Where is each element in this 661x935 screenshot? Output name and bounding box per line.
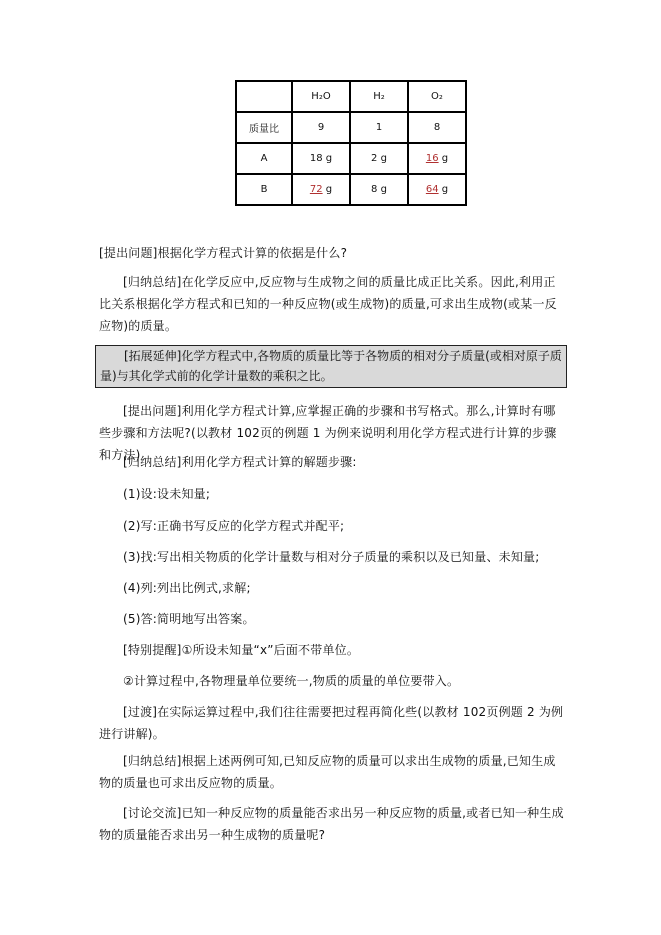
cell-h2: 1 <box>350 112 408 143</box>
summary-paragraph: [归纳总结]在化学反应中,反应物与生成物之间的质量比成正比关系。因此,利用正比关系根据化学方程式和已知的一种反应物(或生成物)的质量,可求出生成物(或某一反应物)的质量。 <box>99 275 557 333</box>
unit: g <box>322 184 333 195</box>
answer-value: 16 <box>425 153 439 164</box>
header-h2: H₂ <box>350 81 408 112</box>
table-row <box>236 112 466 143</box>
cell-h2: 8 g <box>350 174 408 205</box>
step-5: (5)答:简明地写出答案。 <box>123 612 255 626</box>
step-4: (4)列:列出比例式,求解; <box>123 581 251 595</box>
header-h2o: H₂O <box>292 81 350 112</box>
cell-o2 <box>408 143 466 174</box>
mass-ratio-table <box>235 80 467 206</box>
step-3: (3)找:写出相关物质的化学计量数与相对分子质量的乘积以及已知量、未知量; <box>123 550 540 564</box>
extension-text: [拓展延伸]化学方程式中,各物质的质量比等于各物质的相对分子质量(或相对原子质量)与其化学式前的化学计量数的乘积之比。 <box>100 349 562 383</box>
table-header-row <box>236 81 466 112</box>
special-reminder: [特别提醒]①所设未知量“x”后面不带单位。 <box>123 643 360 657</box>
cell-h2o: 18 g <box>292 143 350 174</box>
cell-h2: 2 g <box>350 143 408 174</box>
summary-paragraph-2: [归纳总结]根据上述两例可知,已知反应物的质量可以求出生成物的质量,已知生成物的质量也可求出反应物的质量。 <box>99 754 556 790</box>
table-row <box>236 143 466 174</box>
row-label: B <box>236 174 292 205</box>
answer-value: 72 <box>309 184 323 195</box>
cell-o2: 8 <box>408 112 466 143</box>
reminder-point-2: ②计算过程中,各物理量单位要统一,物质的质量的单位要带入。 <box>123 674 460 688</box>
question-paragraph-2: [提出问题]利用化学方程式计算,应掌握正确的步骤和书写格式。那么,计算时有哪些步骤和方法呢?(以教材 102页的例题 1 为例来说明利用化学方程式进行计算的步骤和方法) <box>99 404 557 462</box>
unit: g <box>438 153 449 164</box>
steps-heading: [归纳总结]利用化学方程式计算的解题步骤: <box>123 455 357 469</box>
question-paragraph: [提出问题]根据化学方程式计算的依据是什么? <box>99 246 348 260</box>
cell-o2 <box>408 174 466 205</box>
table-row <box>236 174 466 205</box>
cell-h2o <box>292 174 350 205</box>
cell-h2o: 9 <box>292 112 350 143</box>
step-1: (1)设:设未知量; <box>123 487 211 501</box>
discussion-paragraph: [讨论交流]已知一种反应物的质量能否求出另一种反应物的质量,或者已知一种生成物的质量能否求出另一种生成物的质量呢? <box>99 806 564 842</box>
row-label: 质量比 <box>236 112 292 143</box>
transition-paragraph: [过渡]在实际运算过程中,我们往往需要把过程再简化些(以教材 102页例题 2 为例进行讲解)。 <box>99 705 564 741</box>
extension-box <box>95 345 567 388</box>
header-o2: O₂ <box>408 81 466 112</box>
unit: g <box>438 184 449 195</box>
answer-value: 64 <box>425 184 439 195</box>
table-corner-cell <box>236 81 292 112</box>
step-2: (2)写:正确书写反应的化学方程式并配平; <box>123 519 345 533</box>
row-label: A <box>236 143 292 174</box>
